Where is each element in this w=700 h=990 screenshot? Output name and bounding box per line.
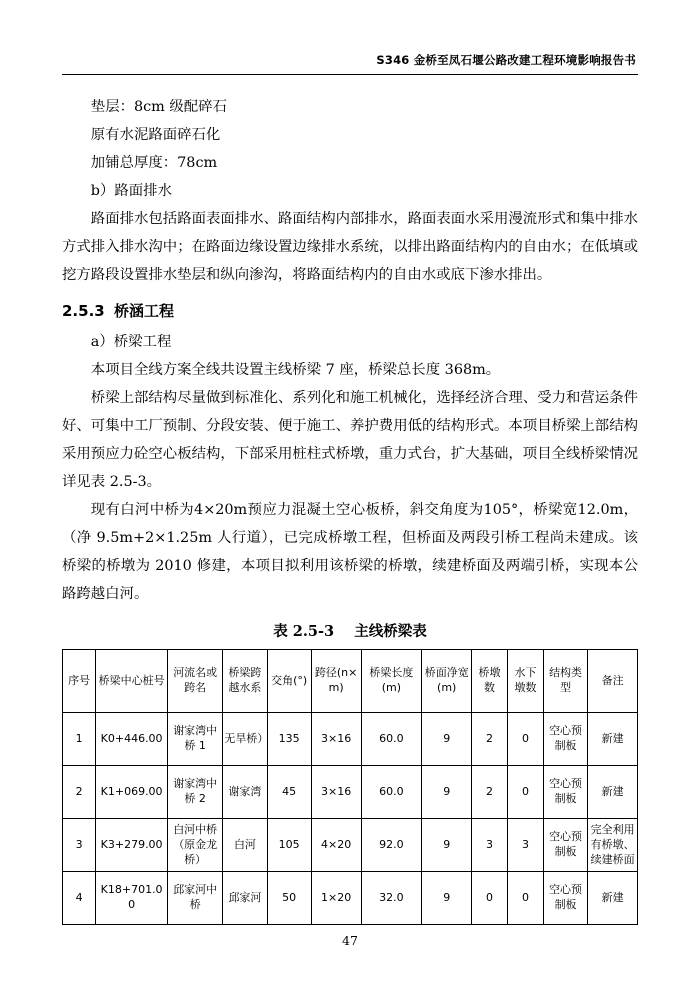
cell-length: 60.0 [361, 766, 422, 819]
table-row [63, 819, 638, 872]
cell-river: 邱家河中桥 [168, 872, 223, 925]
page-footer [0, 933, 700, 948]
running-title: S346 金桥至凤石堰公路改建工程环境影响报告书 [376, 53, 636, 67]
cell-span: 4×20 [311, 819, 361, 872]
table-header-row [63, 650, 638, 713]
cell-water-piers: 0 [508, 713, 544, 766]
col-header-river: 河流名或跨名 [168, 650, 223, 713]
col-header-system: 桥梁跨越水系 [223, 650, 267, 713]
table-row [63, 713, 638, 766]
section-heading-253 [62, 296, 638, 326]
cell-no: 3 [63, 819, 96, 872]
cell-structure: 空心预制板 [543, 872, 587, 925]
paragraph-subitem-a: a）桥梁工程 [90, 333, 172, 350]
cell-angle: 135 [267, 713, 311, 766]
page-number: 47 [342, 933, 358, 948]
cell-water-piers: 3 [508, 819, 544, 872]
cell-river: 白河中桥（原金龙桥） [168, 819, 223, 872]
cell-remark: 新建 [588, 713, 638, 766]
cell-system: 邱家河 [223, 872, 267, 925]
paragraph-bridge-total: 本项目全线方案全线共设置主线桥梁 7 座，桥梁总长度 368m。 [90, 361, 501, 378]
cell-length: 32.0 [361, 872, 422, 925]
cell-structure: 空心预制板 [543, 819, 587, 872]
table-caption-text: 主线桥梁表 [354, 624, 427, 641]
cell-station: K18+701.00 [96, 872, 168, 925]
col-header-piers: 桥墩数 [472, 650, 508, 713]
table-caption [62, 620, 638, 641]
cell-remark: 新建 [588, 766, 638, 819]
table-row [63, 872, 638, 925]
cell-no: 1 [63, 713, 96, 766]
bridge-table [62, 649, 638, 925]
col-header-width: 桥面净宽(m) [422, 650, 472, 713]
col-header-water-piers: 水下墩数 [508, 650, 544, 713]
cell-structure: 空心预制板 [543, 713, 587, 766]
col-header-span: 跨径(n×m) [311, 650, 361, 713]
col-header-length: 桥梁长度(m) [361, 650, 422, 713]
paragraph-subitem-b: b）路面排水 [90, 183, 172, 200]
header-divider [62, 74, 638, 75]
cell-river: 谢家湾中桥 2 [168, 766, 223, 819]
cell-width: 9 [422, 872, 472, 925]
section-title: 桥涵工程 [114, 301, 175, 320]
cell-remark: 新建 [588, 872, 638, 925]
cell-water-piers: 0 [508, 766, 544, 819]
col-header-station: 桥梁中心桩号 [96, 650, 168, 713]
cell-width: 9 [422, 819, 472, 872]
cell-system: 白河 [223, 819, 267, 872]
cell-structure: 空心预制板 [543, 766, 587, 819]
cell-river: 谢家湾中桥 1 [168, 713, 223, 766]
cell-no: 4 [63, 872, 96, 925]
col-header-remark: 备注 [588, 650, 638, 713]
cell-piers: 3 [472, 819, 508, 872]
col-header-no: 序号 [63, 650, 96, 713]
cell-system: 无旱桥） [223, 713, 267, 766]
cell-station: K1+069.00 [96, 766, 168, 819]
cell-system: 谢家湾 [223, 766, 267, 819]
cell-station: K0+446.00 [96, 713, 168, 766]
cell-width: 9 [422, 713, 472, 766]
cell-station: K3+279.00 [96, 819, 168, 872]
table-row [63, 766, 638, 819]
paragraph-drainage: 路面排水包括路面表面排水、路面结构内部排水，路面表面水采用漫流形式和集中排水方式排入排水沟中；在路面边缘设置边缘排水系统，以排出路面结构内的自由水；在低填或挖方路段设置排水垫层和纵向渗沟，将路面结构内的自由水或底下渗水排出。 [62, 211, 638, 284]
cell-remark: 完全利用有桥墩、续建桥面 [588, 819, 638, 872]
cell-angle: 45 [267, 766, 311, 819]
cell-length: 60.0 [361, 713, 422, 766]
col-header-structure: 结构类型 [543, 650, 587, 713]
cell-span: 3×16 [311, 766, 361, 819]
col-header-angle: 交角(°) [267, 650, 311, 713]
cell-water-piers: 0 [508, 872, 544, 925]
cell-angle: 50 [267, 872, 311, 925]
paragraph-cushion-layer: 垫层：8cm 级配碎石 [90, 99, 227, 115]
cell-piers: 0 [472, 872, 508, 925]
cell-span: 3×16 [311, 713, 361, 766]
cell-length: 92.0 [361, 819, 422, 872]
cell-piers: 2 [472, 713, 508, 766]
cell-piers: 2 [472, 766, 508, 819]
paragraph-total-thickness: 加铺总厚度：78cm [90, 155, 218, 172]
paragraph-bridge-structure: 桥梁上部结构尽量做到标准化、系列化和施工机械化，选择经济合理、受力和营运条件好、可集中工厂预制、分段安装、便于施工、养护费用低的结构形式。本项目桥梁上部结构采用预应力砼空心板结构，下部采用桩柱式桥墩，重力式台，扩大基础，项目全线桥梁情况详见表 2.5-3。 [62, 389, 638, 490]
cell-span: 1×20 [311, 872, 361, 925]
cell-width: 9 [422, 766, 472, 819]
table-caption-number: 表 2.5-3 [273, 623, 335, 641]
cell-no: 2 [63, 766, 96, 819]
paragraph-existing-pavement: 原有水泥路面碎石化 [90, 127, 221, 144]
cell-angle: 105 [267, 819, 311, 872]
paragraph-baihe-bridge: 现有白河中桥为4×20m预应力混凝土空心板桥，斜交角度为105°，桥梁宽12.0m，（净 9.5m+2×1.25m 人行道），已完成桥墩工程，但桥面及两段引桥工程尚未建成。该桥梁的桥墩为 2010 修建，本项目拟利用该桥梁的桥墩，续建桥面及两端引桥，实现本公路跨越白河。 [62, 502, 638, 603]
section-number: 2.5.3 [62, 301, 105, 320]
page-header [62, 52, 638, 74]
